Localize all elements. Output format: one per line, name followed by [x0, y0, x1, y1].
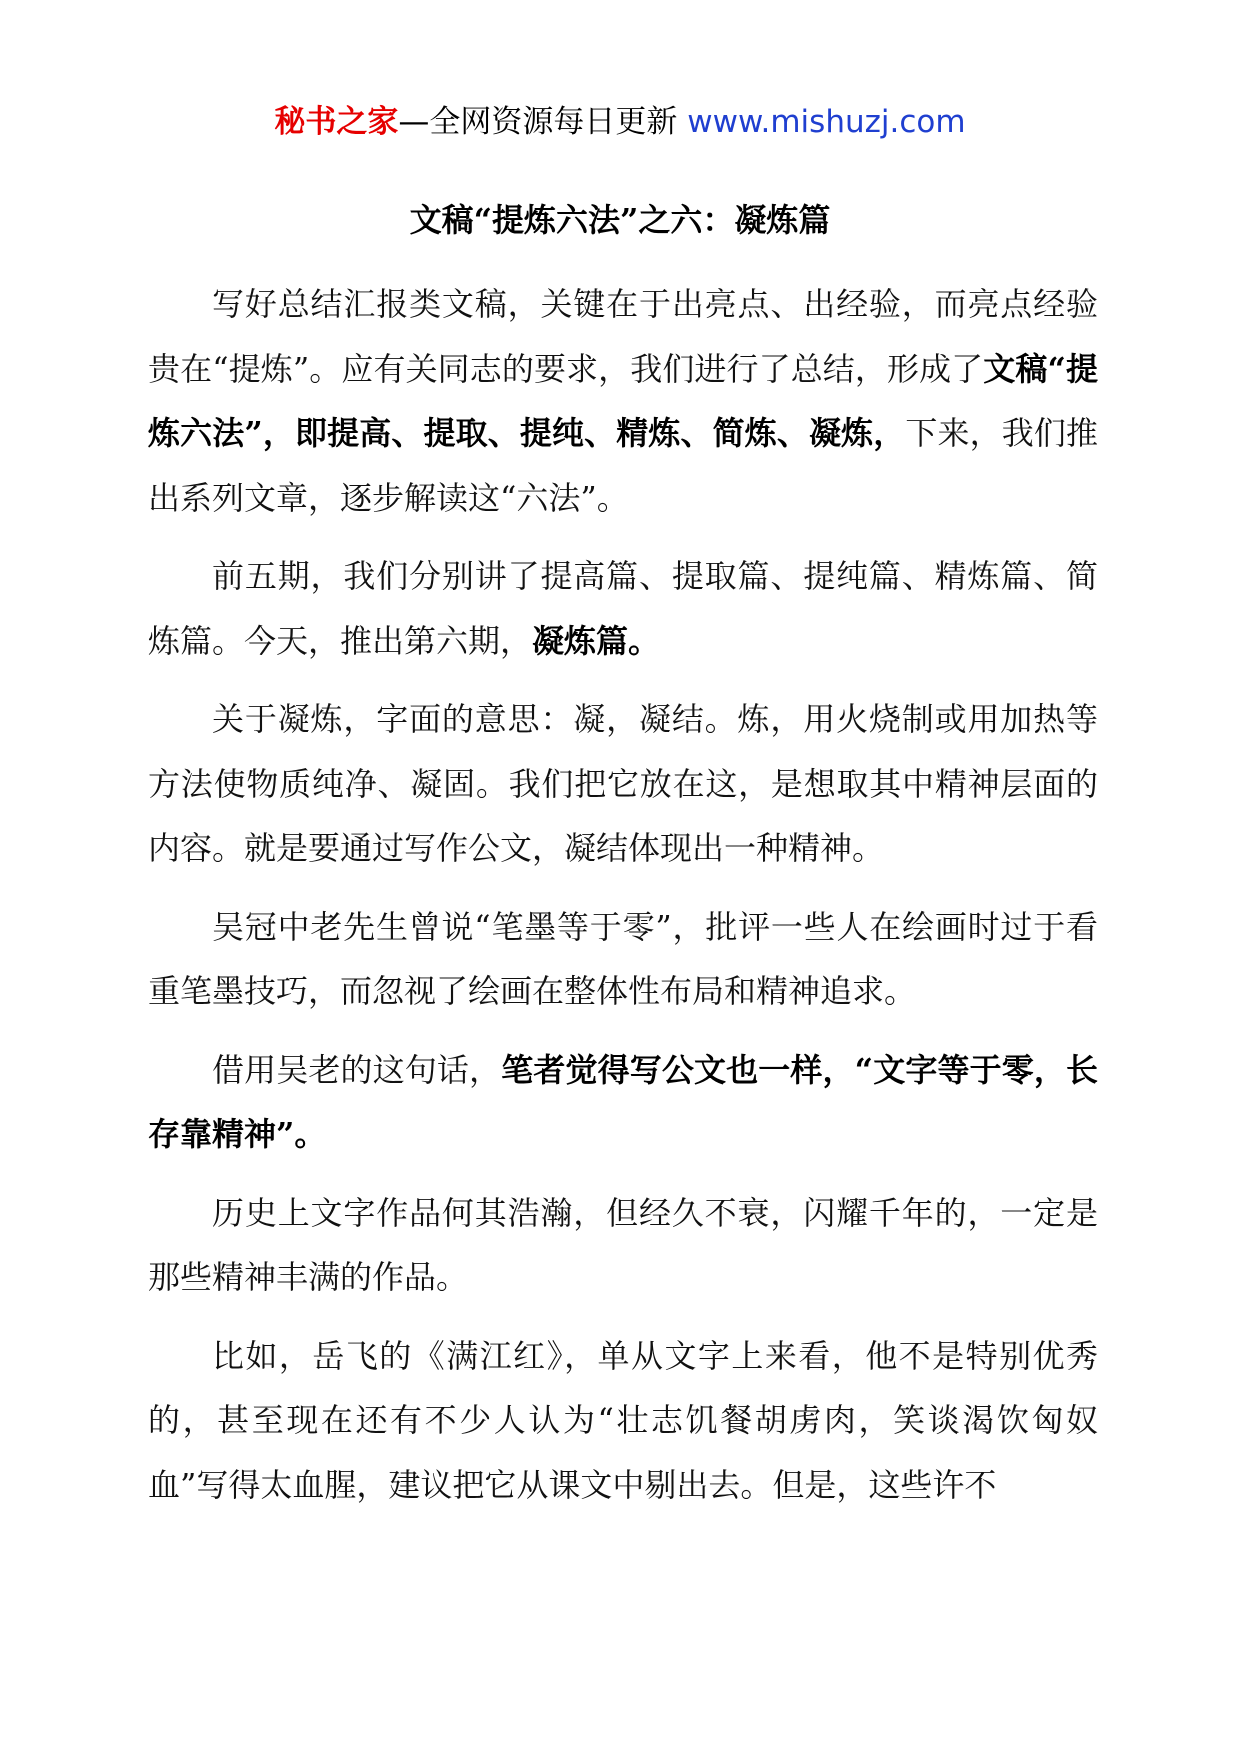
paragraph-argument — [148, 1038, 1098, 1167]
paragraph-definition: 关于凝炼，字面的意思：凝，凝结。炼，用火烧制或用加热等方法使物质纯净、凝固。我们把它放在这，是想取其中精神层面的内容。就是要通过写作公文，凝结体现出一种精神。 — [148, 700, 1098, 867]
header-slogan: —全网资源每日更新 — [398, 104, 688, 140]
paragraph-text: 下来，我们推出系列文章，逐步解读这“六法”。 — [148, 414, 1098, 517]
paragraph-history: 历史上文字作品何其浩瀚，但经久不衰，闪耀千年的，一定是那些精神丰满的作品。 — [148, 1193, 1098, 1296]
emphasis-text: 凝炼篇。 — [532, 621, 661, 660]
brand-name: 秘书之家 — [274, 104, 399, 140]
paragraph-quote: 吴冠中老先生曾说“笔墨等于零”，批评一些人在绘画时过于看重笔墨技巧，而忽视了绘画在整体性布局和精神追求。 — [148, 907, 1098, 1010]
paragraph-text: 写好总结汇报类文稿，关键在于出亮点、出经验，而亮点经验贵在“提炼”。应有关同志的要求，我们进行了总结，形成了 — [148, 285, 1098, 388]
site-url-link[interactable]: www.mishuzj.com — [687, 104, 966, 140]
paragraph-text: 借用吴老的这句话， — [212, 1050, 502, 1089]
paragraph-example: 比如，岳飞的《满江红》，单从文字上来看，他不是特别优秀的，甚至现在还有不少人认为“壮志饥餐胡虏肉，笑谈渴饮匈奴血”写得太血腥，建议把它从课文中剔出去。但是，这些许不 — [148, 1336, 1098, 1504]
emphasis-text: 笔者觉得写公文也一样，“文字等于零，长存靠精神”。 — [148, 1050, 1098, 1153]
paragraph-text: 前五期，我们分别讲了提高篇、提取篇、提纯篇、精炼篇、简炼篇。今天，推出第六期， — [148, 557, 1098, 660]
paragraph-previous-issues — [148, 544, 1098, 673]
document-body — [148, 272, 1098, 1531]
site-header — [0, 98, 1240, 146]
document-title: 文稿“提炼六法”之六：凝炼篇 — [409, 201, 831, 239]
emphasis-text: 文稿“提炼六法”，即提高、提取、提纯、精炼、简炼、凝炼， — [148, 349, 1098, 452]
paragraph-intro — [148, 272, 1098, 530]
